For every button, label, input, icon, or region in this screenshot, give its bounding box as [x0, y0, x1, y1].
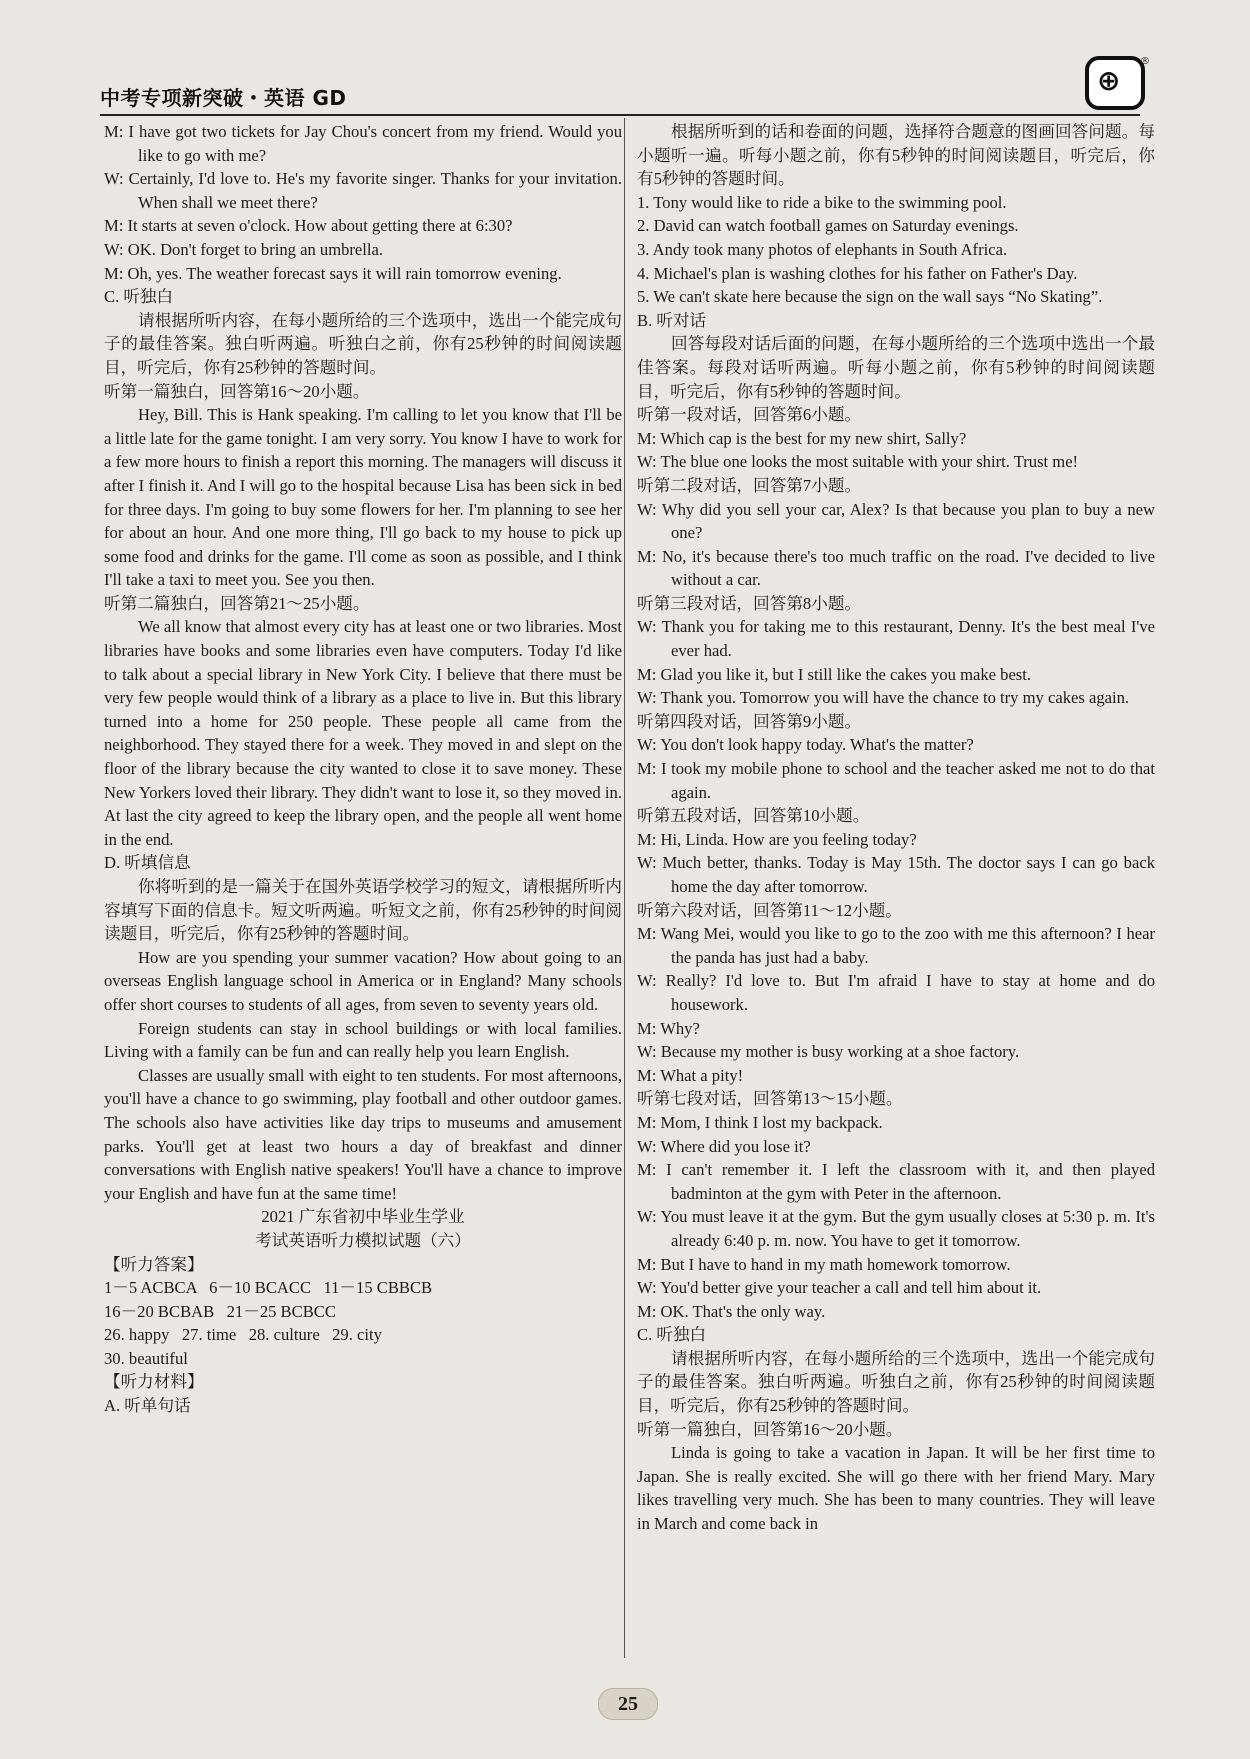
left-paragraph: 2021 广东省初中毕业生学业 — [261, 1207, 465, 1227]
right-paragraph: W: Why did you sell your car, Alex? Is that because you plan to buy a new one? — [637, 499, 1155, 543]
left-paragraph: 你将听到的是一篇关于在国外英语学校学习的短文，请根据所听内容填写下面的信息卡。短文听两遍。听短文之前，你有25秒钟的时间阅读题目，听完后，你有25秒钟的答题时间。 — [104, 877, 622, 944]
right-paragraph: 听第六段对话，回答第11～12小题。 — [637, 900, 902, 920]
right-paragraph: 2. David can watch football games on Saturday evenings. — [637, 216, 1019, 236]
right-paragraph: 听第一段对话，回答第6小题。 — [637, 405, 862, 425]
right-paragraph: B. 听对话 — [637, 310, 707, 330]
left-paragraph: 16－20 BCBAB 21－25 BCBCC — [104, 1301, 336, 1321]
right-paragraph: W: Much better, thanks. Today is May 15th. The doctor says I can go back home the day after tomorrow. — [637, 853, 1155, 896]
left-paragraph: M: I have got two tickets for Jay Chou's concert from my friend. Would you like to go with me? — [104, 122, 622, 165]
left-paragraph: How are you spending your summer vacation? How about going to an overseas English language school in America or in England? Many schools offer short courses to students of all ages, from seven to seventy years old. — [104, 947, 622, 1014]
right-paragraph: M: What a pity! — [637, 1065, 744, 1085]
page-header — [100, 78, 1150, 114]
right-paragraph: W: Because my mother is busy working at a shoe factory. — [637, 1042, 1020, 1062]
left-paragraph: We all know that almost every city has at least one or two libraries. Most libraries have books and some libraries even have computers. Today I'd like to talk about a special library in New York City. I believe that there must be very few people would think of a library as a place to live in. But this library turned into a home for 250 people. These people all came from the neighborhood. They stayed there for a week. They moved in and slept on the floor of the library because the city wanted to close it to save money. These New Yorkers loved their library. They didn't want to lose it, so they moved in. At last the city agreed to keep the library open, and the people all went home in the end. — [104, 617, 622, 849]
right-paragraph: W: The blue one looks the most suitable with your shirt. Trust me! — [637, 452, 1079, 472]
right-paragraph: 听第四段对话，回答第9小题。 — [637, 711, 862, 731]
right-paragraph: Linda is going to take a vacation in Japan. It will be her first time to Japan. She is really excited. She will go there with her friend Mary. Mary likes travelling very much. She has been to many countries. They will leave in March and come back in — [637, 1443, 1155, 1534]
left-paragraph: W: Certainly, I'd love to. He's my favorite singer. Thanks for your invitation. When shall we meet there? — [104, 169, 622, 212]
right-paragraph: W: Thank you for taking me to this restaurant, Denny. It's the best meal I've ever had. — [637, 617, 1155, 661]
header-rule — [100, 114, 1140, 116]
right-paragraph: M: But I have to hand in my math homework tomorrow. — [637, 1254, 1011, 1274]
right-paragraph: W: Where did you lose it? — [637, 1136, 811, 1156]
right-column — [637, 120, 1155, 1536]
right-paragraph: M: Mom, I think I lost my backpack. — [637, 1112, 883, 1132]
left-paragraph: 1－5 ACBCA 6－10 BCACC 11－15 CBBCB — [104, 1278, 433, 1298]
left-paragraph: Foreign students can stay in school buildings or with local families. Living with a family can be fun and can really help you learn English. — [104, 1018, 622, 1062]
left-paragraph: Classes are usually small with eight to ten students. For most afternoons, you'll have a chance to go swimming, play football and other outdoor games. The schools also have activities like day trips to museums and amusement parks. You'll get at least two hours a day of breakfast and dinner conversations with English native speakers! You'll have a chance to improve your English and have fun at the same time! — [104, 1065, 622, 1203]
right-paragraph: M: OK. That's the only way. — [637, 1301, 826, 1321]
right-paragraph: 听第七段对话，回答第13～15小题。 — [637, 1089, 903, 1109]
right-paragraph: W: Thank you. Tomorrow you will have the chance to try my cakes again. — [637, 688, 1130, 708]
registered-mark-icon: ® — [1140, 56, 1150, 67]
left-paragraph: C. 听独白 — [104, 287, 174, 307]
left-paragraph: A. 听单句话 — [104, 1396, 191, 1416]
right-paragraph: 3. Andy took many photos of elephants in South Africa. — [637, 239, 1008, 259]
right-paragraph: 根据所听到的话和卷面的问题，选择符合题意的图画回答问题。每小题听一遍。听每小题之前，你有5秒钟的时间阅读题目，听完后，你有5秒钟的答题时间。 — [637, 122, 1155, 189]
left-column — [104, 120, 622, 1418]
right-paragraph: C. 听独白 — [637, 1325, 707, 1345]
right-paragraph: 1. Tony would like to ride a bike to the swimming pool. — [637, 192, 1007, 212]
right-paragraph: W: You don't look happy today. What's the matter? — [637, 735, 974, 755]
left-paragraph: 听第一篇独白，回答第16～20小题。 — [104, 381, 370, 401]
column-divider — [624, 118, 625, 1658]
right-paragraph: M: Which cap is the best for my new shirt, Sally? — [637, 428, 967, 448]
page-number: 25 — [598, 1688, 658, 1720]
left-paragraph: 【听力材料】 — [104, 1372, 204, 1392]
right-paragraph: W: You must leave it at the gym. But the gym usually closes at 5:30 p. m. It's already 6:40 p. m. now. You have to get it tomorrow. — [637, 1207, 1155, 1250]
logo-mark: ⊕ — [1097, 64, 1121, 97]
left-paragraph: M: It starts at seven o'clock. How about getting there at 6:30? — [104, 216, 513, 236]
left-paragraph: Hey, Bill. This is Hank speaking. I'm calling to let you know that I'll be a little late for the game tonight. I am very sorry. You know I have to work for a few more hours to finish a report this morning. The managers will discuss it after I finish it. And I will go to the hospital because Lisa has been sick in bed for three days. I'm going to buy some flowers for her. I'm planning to see her for about an hour. And one more thing, I'll go back to my house to pick up some food and drinks for the game. I'll come as soon as possible, and I think I'll take a taxi to meet you. See you then. — [104, 405, 622, 590]
right-paragraph: W: You'd better give your teacher a call and tell him about it. — [637, 1278, 1042, 1298]
left-paragraph: D. 听填信息 — [104, 853, 191, 873]
right-paragraph: 听第五段对话，回答第10小题。 — [637, 806, 870, 826]
right-paragraph: 回答每段对话后面的问题，在每小题所给的三个选项中选出一个最佳答案。每段对话听两遍。听每小题之前，你有5秒钟的时间阅读题目，听完后，你有5秒钟的答题时间。 — [637, 334, 1155, 401]
right-paragraph: M: No, it's because there's too much traffic on the road. I've decided to live without a car. — [637, 546, 1155, 590]
left-paragraph: 26. happy 27. time 28. culture 29. city — [104, 1325, 382, 1345]
left-paragraph: 听第二篇独白，回答第21～25小题。 — [104, 593, 370, 613]
left-paragraph: 30. beautiful — [104, 1348, 188, 1368]
right-paragraph: 听第一篇独白，回答第16～20小题。 — [637, 1419, 903, 1439]
right-paragraph: W: Really? I'd love to. But I'm afraid I have to stay at home and do housework. — [637, 971, 1155, 1014]
right-paragraph: M: I took my mobile phone to school and the teacher asked me not to do that again. — [637, 759, 1155, 802]
hd-brand-logo-icon — [1085, 56, 1145, 110]
right-paragraph: M: Glad you like it, but I still like the cakes you make best. — [637, 664, 1032, 684]
right-paragraph: 4. Michael's plan is washing clothes for his father on Father's Day. — [637, 263, 1078, 283]
left-paragraph: 请根据所听内容，在每小题所给的三个选项中，选出一个能完成句子的最佳答案。独白听两遍。听独白之前，你有25秒钟的时间阅读题目，听完后，你有25秒钟的答题时间。 — [104, 310, 622, 377]
left-paragraph: W: OK. Don't forget to bring an umbrella. — [104, 239, 384, 259]
left-paragraph: 考试英语听力模拟试题（六） — [255, 1230, 471, 1250]
right-paragraph: M: Hi, Linda. How are you feeling today? — [637, 829, 917, 849]
left-paragraph: M: Oh, yes. The weather forecast says it will rain tomorrow evening. — [104, 263, 562, 283]
right-paragraph: 5. We can't skate here because the sign on the wall says “No Skating”. — [637, 287, 1103, 307]
right-paragraph: M: I can't remember it. I left the classroom with it, and then played badminton at the gym with Peter in the afternoon. — [637, 1160, 1155, 1203]
right-paragraph: M: Wang Mei, would you like to go to the zoo with me this afternoon? I hear the panda has just had a baby. — [637, 924, 1155, 967]
left-paragraph: 【听力答案】 — [104, 1254, 204, 1274]
book-title: 中考专项新突破・英语 GD — [100, 86, 347, 110]
right-paragraph: 听第二段对话，回答第7小题。 — [637, 475, 862, 495]
right-paragraph: M: Why? — [637, 1018, 700, 1038]
right-paragraph: 请根据所听内容，在每小题所给的三个选项中，选出一个能完成句子的最佳答案。独白听两遍。听独白之前，你有25秒钟的时间阅读题目，听完后，你有25秒钟的答题时间。 — [637, 1348, 1155, 1416]
right-paragraph: 听第三段对话，回答第8小题。 — [637, 593, 862, 613]
